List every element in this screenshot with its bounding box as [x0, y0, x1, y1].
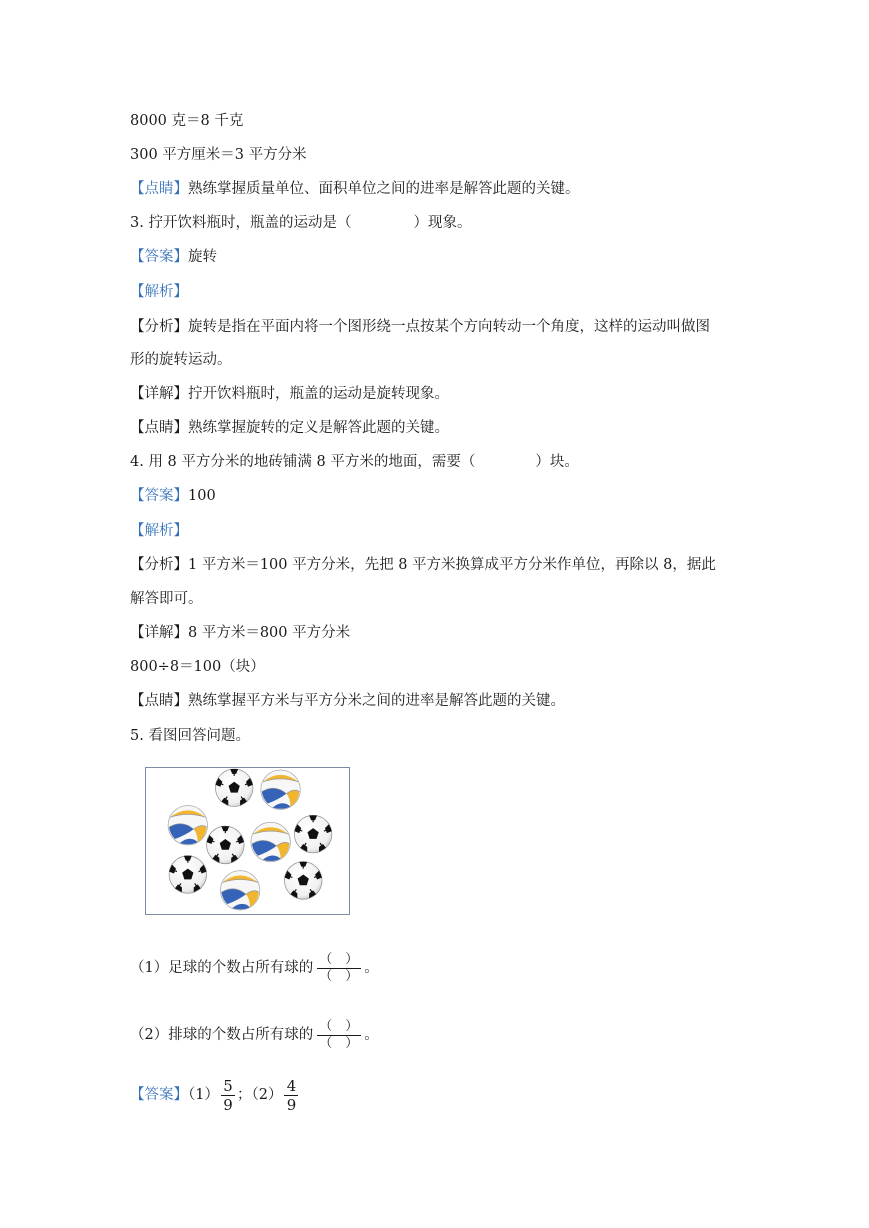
question-text: 4. 用 8 平方分米的地砖铺满 8 平方米的地面，需要（ [130, 454, 476, 470]
fenxi-tag: 【分析】 [130, 319, 188, 335]
football-ball [207, 826, 244, 863]
question-text: 3. 拧开饮料瓶时，瓶盖的运动是（ [130, 215, 352, 231]
question-text-end: ）块。 [535, 454, 579, 470]
fraction-numerator: 4 [286, 1076, 297, 1095]
fraction-numerator: 5 [223, 1076, 233, 1095]
dianjing-text: 熟练掌握平方米与平方分米之间的进率是解答此题的关键。 [188, 693, 565, 709]
text-line: 解答即可。 [130, 591, 203, 607]
football-ball [169, 856, 206, 893]
answer-text: 旋转 [188, 249, 217, 265]
dianjing-tag: 【点睛】 [130, 420, 188, 436]
answer-4 [130, 486, 216, 506]
balls-illustration [146, 768, 349, 914]
xiangjie-text: 拧开饮料瓶时，瓶盖的运动是旋转现象。 [188, 386, 449, 402]
dianjing-text: 熟练掌握质量单位、面积单位之间的进率是解答此题的关键。 [188, 181, 580, 197]
question-5: 5. 看图回答问题。 [130, 728, 250, 744]
xiangjie-3 [130, 384, 449, 404]
volleyball-ball [168, 805, 207, 844]
volleyball-ball [261, 770, 300, 809]
fraction-denominator: （ ） [319, 1035, 359, 1051]
question-text: （1）足球的个数占所有球的 [130, 960, 314, 976]
question-text: （2）排球的个数占所有球的 [130, 1027, 314, 1043]
answer-3 [130, 247, 217, 267]
period: 。 [364, 960, 379, 976]
answer-part-label: （1） [188, 1087, 219, 1103]
fraction-denominator: 9 [286, 1095, 297, 1114]
fenxi-3 [130, 317, 710, 337]
dianjing-3 [130, 418, 449, 438]
answer-tag: 【答案】 [130, 488, 188, 504]
fraction-numerator: （ ） [319, 951, 359, 967]
fenxi-text: 旋转是指在平面内将一个图形绕一点按某个方向转动一个角度，这样的运动叫做图 [188, 319, 710, 335]
fenxi-text: 1 平方米＝100 平方分米，先把 8 平方米换算成平方分米作单位，再除以 8，据此 [188, 557, 716, 573]
text-line: 8000 克＝8 千克 [130, 113, 244, 129]
dianjing-tag: 【点睛】 [130, 693, 188, 709]
answer-separator: ；（2） [236, 1087, 283, 1103]
answer-fraction-1 [221, 1077, 235, 1114]
question-text-end: ）现象。 [413, 215, 472, 231]
football-ball [294, 815, 331, 852]
fraction-denominator: （ ） [319, 968, 359, 984]
fenxi-tag: 【分析】 [130, 557, 188, 573]
fraction-denominator: 9 [223, 1095, 233, 1114]
jiexi-tag: 【解析】 [130, 284, 188, 300]
xiangjie-tag: 【详解】 [130, 625, 188, 641]
volleyball-ball [220, 871, 259, 910]
volleyball-ball [251, 822, 290, 861]
answer-tag: 【答案】 [130, 1087, 188, 1103]
text-line: 300 平方厘米＝3 平方分米 [130, 147, 307, 163]
text-line: 800÷8＝100（块） [130, 659, 265, 675]
xiangjie-4 [130, 623, 350, 643]
question-3 [130, 213, 471, 233]
balls-image [145, 767, 350, 915]
football-ball [215, 769, 252, 806]
answer-tag: 【答案】 [130, 249, 188, 265]
question-5-part-2 [130, 1015, 379, 1055]
text-line: 形的旋转运动。 [130, 352, 232, 368]
xiangjie-tag: 【详解】 [130, 386, 188, 402]
dianjing-text: 熟练掌握旋转的定义是解答此题的关键。 [188, 420, 449, 436]
blank-fraction [315, 1019, 362, 1052]
blank-fraction [315, 952, 362, 985]
answer-5 [130, 1074, 300, 1116]
text-line [130, 179, 580, 199]
question-4 [130, 452, 579, 472]
fenxi-4 [130, 555, 716, 575]
football-ball [284, 862, 321, 899]
answer-text: 100 [188, 488, 216, 504]
jiexi-tag: 【解析】 [130, 523, 188, 539]
xiangjie-text: 8 平方米＝800 平方分米 [188, 625, 351, 641]
fraction-numerator: （ ） [319, 1018, 359, 1034]
period: 。 [364, 1027, 379, 1043]
dianjing-tag: 【点睛】 [130, 181, 188, 197]
dianjing-4 [130, 691, 565, 711]
question-5-part-1 [130, 948, 379, 988]
answer-fraction-2 [284, 1077, 298, 1114]
